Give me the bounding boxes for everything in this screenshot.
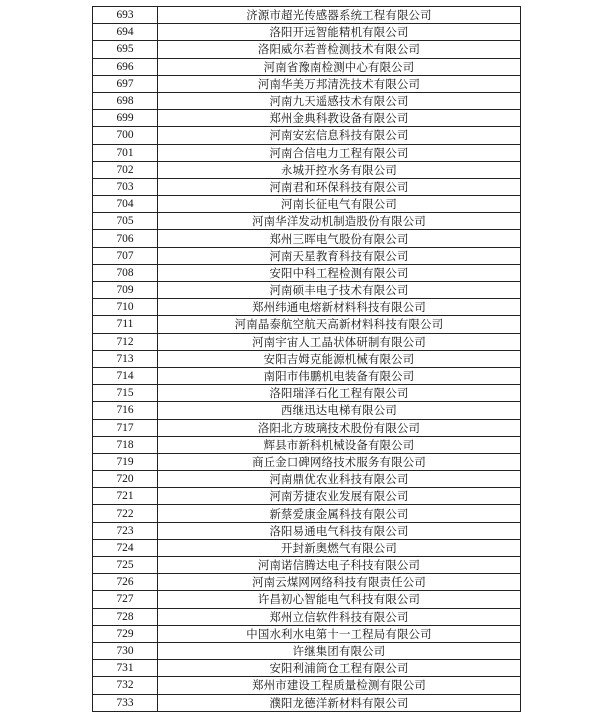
table-row [93, 41, 521, 58]
row-number-cell: 722 [93, 505, 158, 522]
row-number-cell: 694 [93, 24, 158, 41]
table-row [93, 591, 521, 608]
table-row [93, 196, 521, 213]
company-name-cell: 郑州市建设工程质量检测有限公司 [158, 677, 521, 694]
company-name-cell: 郑州三晖电气股份有限公司 [158, 230, 521, 247]
row-number-cell: 709 [93, 282, 158, 299]
company-name-cell: 河南芳捷农业发展有限公司 [158, 488, 521, 505]
company-name-cell: 河南省豫南检测中心有限公司 [158, 58, 521, 75]
company-name-cell: 郑州立信软件科技有限公司 [158, 608, 521, 625]
row-number-cell: 719 [93, 453, 158, 470]
table-row [93, 7, 521, 24]
company-name-cell: 河南晶泰航空航天高新材料科技有限公司 [158, 316, 521, 333]
row-number-cell: 725 [93, 557, 158, 574]
company-name-cell: 郑州金典科教设备有限公司 [158, 110, 521, 127]
row-number-cell: 713 [93, 350, 158, 367]
table-row [93, 694, 521, 711]
table-row [93, 316, 521, 333]
table-row [93, 92, 521, 109]
row-number-cell: 712 [93, 333, 158, 350]
table-row [93, 58, 521, 75]
company-name-cell: 河南安宏信息科技有限公司 [158, 127, 521, 144]
company-name-cell: 河南鼎优农业科技有限公司 [158, 471, 521, 488]
table-row [93, 161, 521, 178]
company-name-cell: 洛阳威尔若普检测技术有限公司 [158, 41, 521, 58]
company-name-cell: 河南天星教育科技有限公司 [158, 247, 521, 264]
company-name-cell: 安阳利浦筒仓工程有限公司 [158, 660, 521, 677]
table-row [93, 625, 521, 642]
company-name-cell: 许继集团有限公司 [158, 642, 521, 659]
company-name-cell: 开封新奥燃气有限公司 [158, 539, 521, 556]
table-row [93, 488, 521, 505]
row-number-cell: 706 [93, 230, 158, 247]
table-row [93, 24, 521, 41]
company-name-cell: 河南九天遥感技术有限公司 [158, 92, 521, 109]
row-number-cell: 723 [93, 522, 158, 539]
table-row [93, 230, 521, 247]
row-number-cell: 704 [93, 196, 158, 213]
row-number-cell: 693 [93, 7, 158, 24]
company-name-cell: 河南合信电力工程有限公司 [158, 144, 521, 161]
row-number-cell: 726 [93, 574, 158, 591]
table-row [93, 557, 521, 574]
table-row [93, 539, 521, 556]
table-row [93, 660, 521, 677]
row-number-cell: 733 [93, 694, 158, 711]
row-number-cell: 727 [93, 591, 158, 608]
company-name-cell: 河南君和环保科技有限公司 [158, 178, 521, 195]
row-number-cell: 700 [93, 127, 158, 144]
company-name-cell: 濮阳龙德洋新材料有限公司 [158, 694, 521, 711]
company-name-cell: 河南诺信腾达电子科技有限公司 [158, 557, 521, 574]
table-row [93, 264, 521, 281]
row-number-cell: 731 [93, 660, 158, 677]
table-row [93, 299, 521, 316]
row-number-cell: 708 [93, 264, 158, 281]
row-number-cell: 729 [93, 625, 158, 642]
table-body [93, 7, 521, 712]
table-row [93, 402, 521, 419]
table-row [93, 385, 521, 402]
row-number-cell: 718 [93, 436, 158, 453]
row-number-cell: 710 [93, 299, 158, 316]
company-name-cell: 河南华美万邦清洗技术有限公司 [158, 75, 521, 92]
table-row [93, 247, 521, 264]
company-name-cell: 西继迅达电梯有限公司 [158, 402, 521, 419]
company-name-cell: 河南长征电气有限公司 [158, 196, 521, 213]
table-row [93, 522, 521, 539]
row-number-cell: 698 [93, 92, 158, 109]
company-name-cell: 安阳中科工程检测有限公司 [158, 264, 521, 281]
row-number-cell: 705 [93, 213, 158, 230]
table-row [93, 350, 521, 367]
table-row [93, 282, 521, 299]
company-name-cell: 洛阳易通电气科技有限公司 [158, 522, 521, 539]
company-name-cell: 洛阳北方玻璃技术股份有限公司 [158, 419, 521, 436]
company-name-cell: 济源市超光传感器系统工程有限公司 [158, 7, 521, 24]
company-name-cell: 河南宇宙人工晶状体研制有限公司 [158, 333, 521, 350]
row-number-cell: 720 [93, 471, 158, 488]
table-row [93, 419, 521, 436]
table-row [93, 642, 521, 659]
row-number-cell: 695 [93, 41, 158, 58]
row-number-cell: 721 [93, 488, 158, 505]
table-row [93, 367, 521, 384]
table-row [93, 110, 521, 127]
table-row [93, 608, 521, 625]
row-number-cell: 703 [93, 178, 158, 195]
row-number-cell: 717 [93, 419, 158, 436]
table-row [93, 574, 521, 591]
company-name-cell: 洛阳瑞泽石化工程有限公司 [158, 385, 521, 402]
table-row [93, 436, 521, 453]
company-name-cell: 郑州纬通电熔新材料科技有限公司 [158, 299, 521, 316]
company-name-cell: 辉县市新科机械设备有限公司 [158, 436, 521, 453]
row-number-cell: 732 [93, 677, 158, 694]
row-number-cell: 696 [93, 58, 158, 75]
row-number-cell: 728 [93, 608, 158, 625]
table-row [93, 453, 521, 470]
row-number-cell: 701 [93, 144, 158, 161]
table-row [93, 127, 521, 144]
table-row [93, 75, 521, 92]
row-number-cell: 699 [93, 110, 158, 127]
table-row [93, 505, 521, 522]
table-row [93, 213, 521, 230]
row-number-cell: 702 [93, 161, 158, 178]
company-name-cell: 永城开控水务有限公司 [158, 161, 521, 178]
row-number-cell: 715 [93, 385, 158, 402]
company-name-cell: 洛阳开远智能精机有限公司 [158, 24, 521, 41]
table-row [93, 471, 521, 488]
company-name-cell: 商丘金口碑网络技术服务有限公司 [158, 453, 521, 470]
table-row [93, 178, 521, 195]
company-name-cell: 中国水利水电第十一工程局有限公司 [158, 625, 521, 642]
row-number-cell: 711 [93, 316, 158, 333]
row-number-cell: 714 [93, 367, 158, 384]
company-table [92, 6, 521, 712]
company-name-cell: 河南华洋发动机制造股份有限公司 [158, 213, 521, 230]
company-name-cell: 河南硕丰电子技术有限公司 [158, 282, 521, 299]
row-number-cell: 716 [93, 402, 158, 419]
company-name-cell: 许昌初心智能电气科技有限公司 [158, 591, 521, 608]
table-row [93, 677, 521, 694]
company-name-cell: 南阳市伟鹏机电装备有限公司 [158, 367, 521, 384]
table-row [93, 144, 521, 161]
company-name-cell: 安阳吉姆克能源机械有限公司 [158, 350, 521, 367]
row-number-cell: 707 [93, 247, 158, 264]
row-number-cell: 724 [93, 539, 158, 556]
company-name-cell: 新蔡爱康金属科技有限公司 [158, 505, 521, 522]
row-number-cell: 697 [93, 75, 158, 92]
company-list-sheet [92, 6, 521, 712]
company-name-cell: 河南云煤网网络科技有限责任公司 [158, 574, 521, 591]
table-row [93, 333, 521, 350]
row-number-cell: 730 [93, 642, 158, 659]
